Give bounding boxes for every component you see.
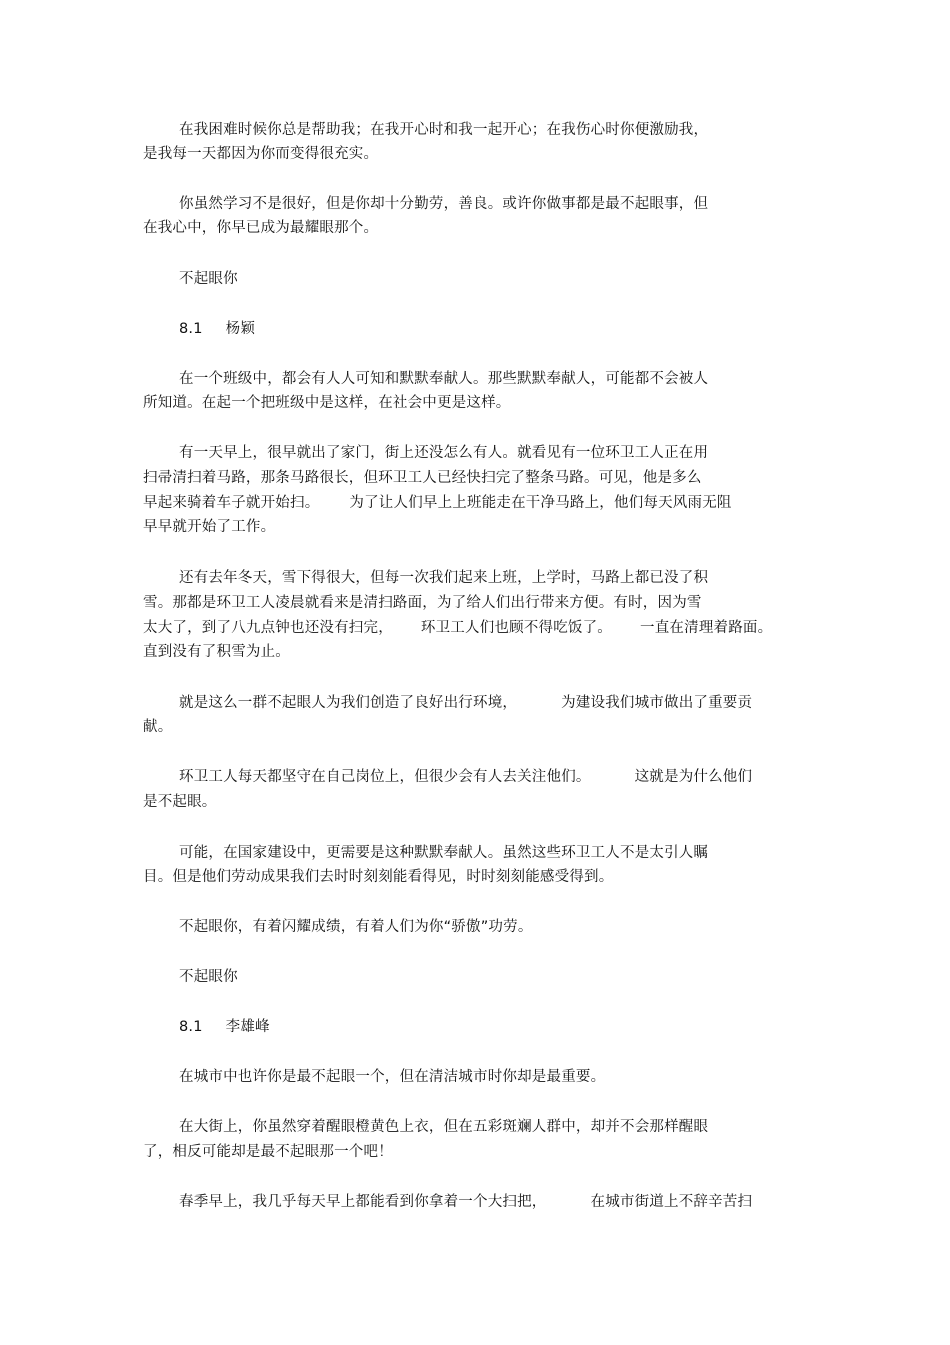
- text-line: [179, 694, 752, 712]
- text-line: 在一个班级中，都会有人人可知和默默奉献人。那些默默奉献人，可能都不会被人: [179, 371, 709, 387]
- text-fragment: 环卫工人们也顾不得吃饭了。: [420, 620, 613, 636]
- author-line: [179, 1018, 270, 1036]
- text-line: 你虽然学习不是很好，但是你却十分勤劳，善良。或许你做事都是最不起眼事，但: [179, 196, 709, 212]
- text-line: [179, 768, 752, 786]
- text-line: 扫帚清扫着马路，那条马路很长，但环卫工人已经快扫完了整条马路。可见，他是多么: [143, 470, 702, 486]
- text-fragment: 春季早上，我几乎每天早上都能看到你拿着一个大扫把，: [179, 1194, 547, 1210]
- text-line: 是我每一天都因为你而变得很充实。: [143, 146, 379, 162]
- text-line: 在我困难时候你总是帮助我；在我开心时和我一起开心；在我伤心时你便激励我，: [179, 122, 709, 138]
- text-fragment: 为了让人们早上上班能走在干净马路上，他们每天风雨无阻: [349, 495, 732, 511]
- text-fragment: 就是这么一群不起眼人为我们创造了良好出行环境，: [179, 695, 518, 711]
- text-line: 是不起眼。: [143, 794, 217, 810]
- text-line: 雪。那都是环卫工人凌晨就看来是清扫路面，为了给人们出行带来方便。有时，因为雪: [143, 595, 702, 611]
- text-line: 了，相反可能却是最不起眼那一个吧！: [143, 1144, 393, 1160]
- author-name: 杨颖: [225, 321, 256, 337]
- text-line: [179, 1193, 752, 1211]
- date-label: 8.1: [179, 321, 203, 337]
- text-line: 献。: [143, 719, 173, 735]
- author-line: [179, 320, 255, 338]
- text-line: 不起眼你，有着闪耀成绩，有着人们为你“骄傲”功劳。: [179, 919, 533, 935]
- text-fragment: 早起来骑着车子就开始扫。: [143, 495, 320, 511]
- text-line: 在我心中，你早已成为最耀眼那个。: [143, 220, 379, 236]
- text-fragment: 太大了，到了八九点钟也还没有扫完，: [143, 620, 393, 636]
- text-line: 目。但是他们劳动成果我们去时时刻刻能看得见，时时刻刻能感受得到。: [143, 869, 614, 885]
- text-line: 有一天早上，很早就出了家门，街上还没怎么有人。就看见有一位环卫工人正在用: [179, 445, 709, 461]
- text-fragment: 在城市街道上不辞辛苦扫: [590, 1194, 753, 1210]
- text-line: 所知道。在起一个把班级中是这样，在社会中更是这样。: [143, 395, 511, 411]
- text-fragment: 这就是为什么他们: [634, 769, 753, 785]
- text-line: 直到没有了积雪为止。: [143, 644, 290, 660]
- text-fragment: 一直在清理着路面。: [640, 620, 773, 636]
- text-line: [143, 619, 772, 637]
- text-line: [143, 494, 732, 512]
- author-name: 李雄峰: [225, 1019, 270, 1035]
- text-line: 可能，在国家建设中，更需要是这种默默奉献人。虽然这些环卫工人不是太引人瞩: [179, 845, 709, 861]
- section-title: 不起眼你: [179, 969, 238, 985]
- text-fragment: 为建设我们城市做出了重要贡: [561, 695, 753, 711]
- text-line: 早早就开始了工作。: [143, 519, 276, 535]
- text-line: 在大街上，你虽然穿着醒眼橙黄色上衣，但在五彩斑斓人群中，却并不会那样醒眼: [179, 1119, 709, 1135]
- section-title: 不起眼你: [179, 271, 238, 287]
- text-fragment: 环卫工人每天都坚守在自己岗位上，但很少会有人去关注他们。: [179, 769, 591, 785]
- text-line: 还有去年冬天，雪下得很大，但每一次我们起来上班，上学时，马路上都已没了积: [179, 570, 709, 586]
- text-line: 在城市中也许你是最不起眼一个，但在清洁城市时你却是最重要。: [179, 1069, 606, 1085]
- date-label: 8.1: [179, 1019, 203, 1035]
